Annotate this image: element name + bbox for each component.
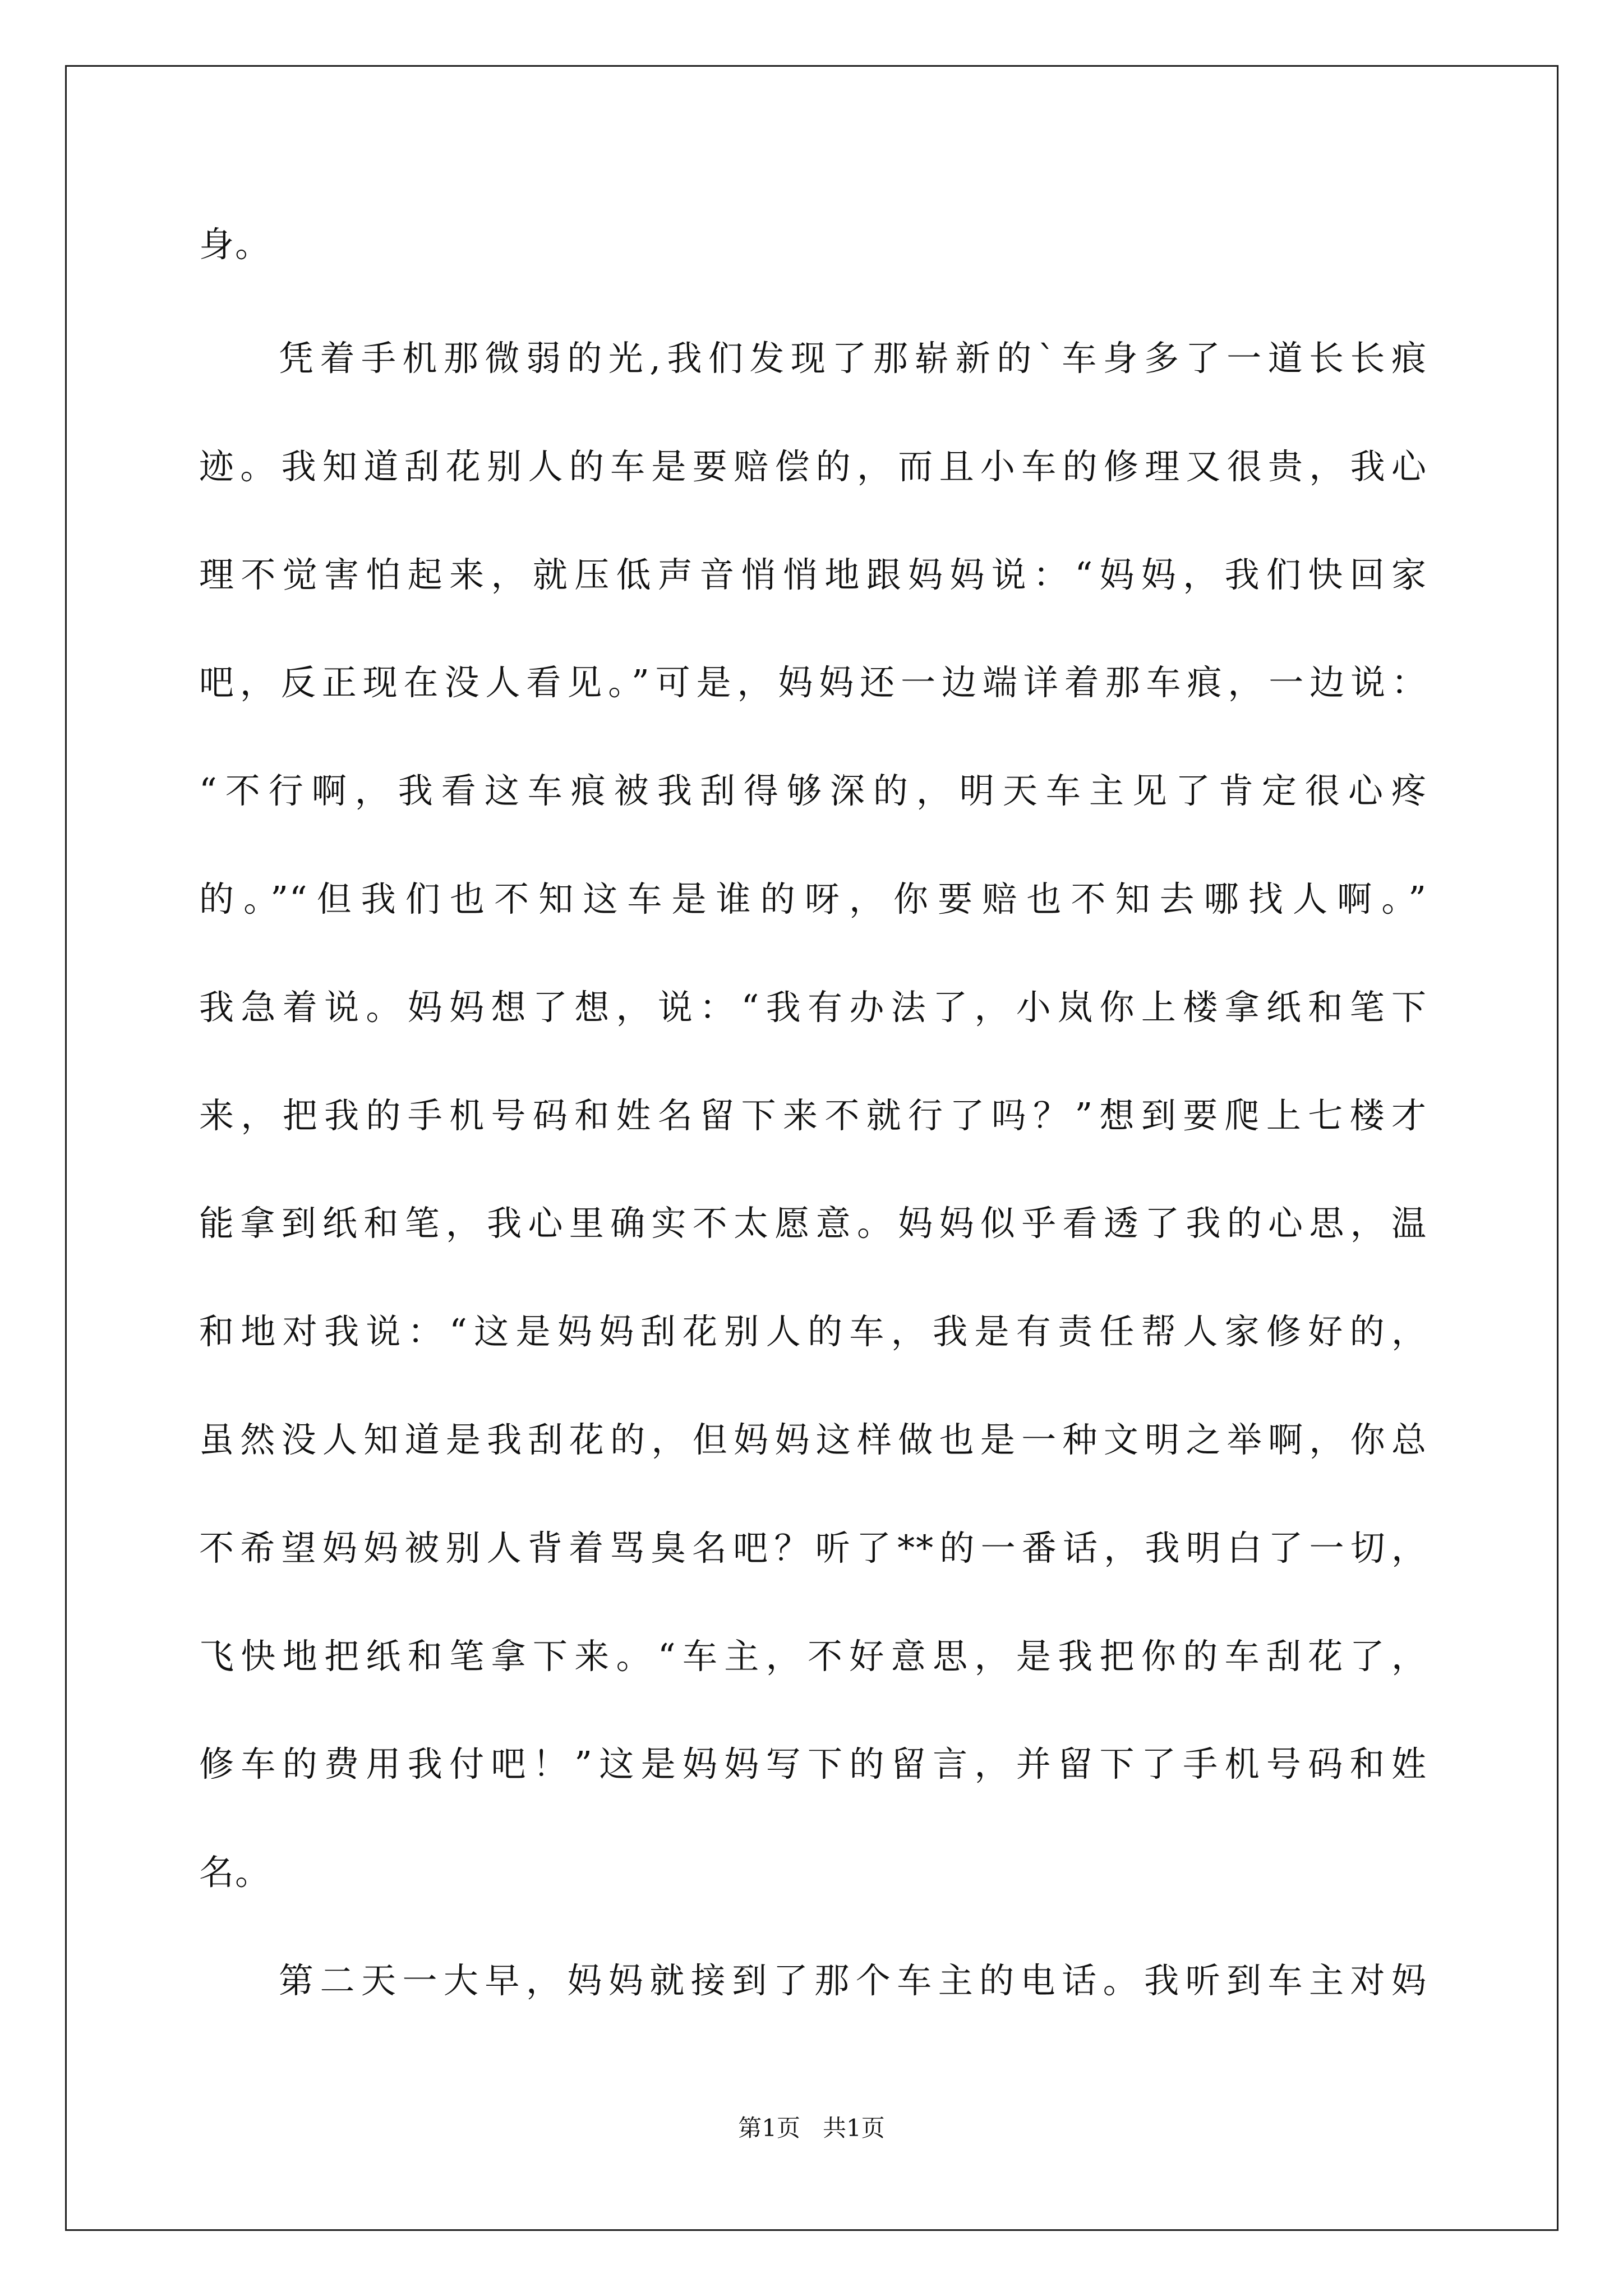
text-line: “不行啊，我看这车痕被我刮得够深的，明天车主见了肯定很心疼 bbox=[199, 770, 1427, 811]
text-line: 第二天一大早，妈妈就接到了那个车主的电话。我听到车主对妈 bbox=[279, 1960, 1427, 2001]
text-line: 飞快地把纸和笔拿下来。“车主，不好意思，是我把你的车刮花了， bbox=[199, 1636, 1427, 1677]
text-line: 修车的费用我付吧！”这是妈妈写下的留言，并留下了手机号码和姓 bbox=[199, 1743, 1427, 1784]
text-line: 能拿到纸和笔，我心里确实不太愿意。妈妈似乎看透了我的心思，温 bbox=[199, 1203, 1427, 1244]
text-line: 理不觉害怕起来，就压低声音悄悄地跟妈妈说：“妈妈，我们快回家 bbox=[199, 554, 1427, 595]
text-line: 身。 bbox=[199, 224, 271, 265]
text-line: 名。 bbox=[199, 1852, 271, 1893]
page-border bbox=[65, 65, 1559, 2231]
text-line: 来，把我的手机号码和姓名留下来不就行了吗？”想到要爬上七楼才 bbox=[199, 1095, 1427, 1136]
text-line: 不希望妈妈被别人背着骂臭名吧？听了**的一番话，我明白了一切， bbox=[199, 1527, 1427, 1568]
text-line: 和地对我说：“这是妈妈刮花别人的车，我是有责任帮人家修好的， bbox=[199, 1311, 1427, 1352]
text-line: 虽然没人知道是我刮花的，但妈妈这样做也是一种文明之举啊，你总 bbox=[199, 1419, 1427, 1460]
text-line: 我急着说。妈妈想了想，说：“我有办法了，小岚你上楼拿纸和笔下 bbox=[199, 987, 1427, 1028]
text-line: 迹。我知道刮花别人的车是要赔偿的，而且小车的修理又很贵，我心 bbox=[199, 446, 1427, 487]
text-line: 的。”“但我们也不知这车是谁的呀，你要赔也不知去哪找人啊。” bbox=[199, 878, 1427, 919]
text-line: 凭着手机那微弱的光,我们发现了那崭新的`车身多了一道长长痕 bbox=[279, 338, 1427, 379]
text-line: 吧，反正现在没人看见。”可是，妈妈还一边端详着那车痕，一边说： bbox=[199, 662, 1427, 703]
page-number-footer: 第1页 共1页 bbox=[738, 2114, 885, 2142]
